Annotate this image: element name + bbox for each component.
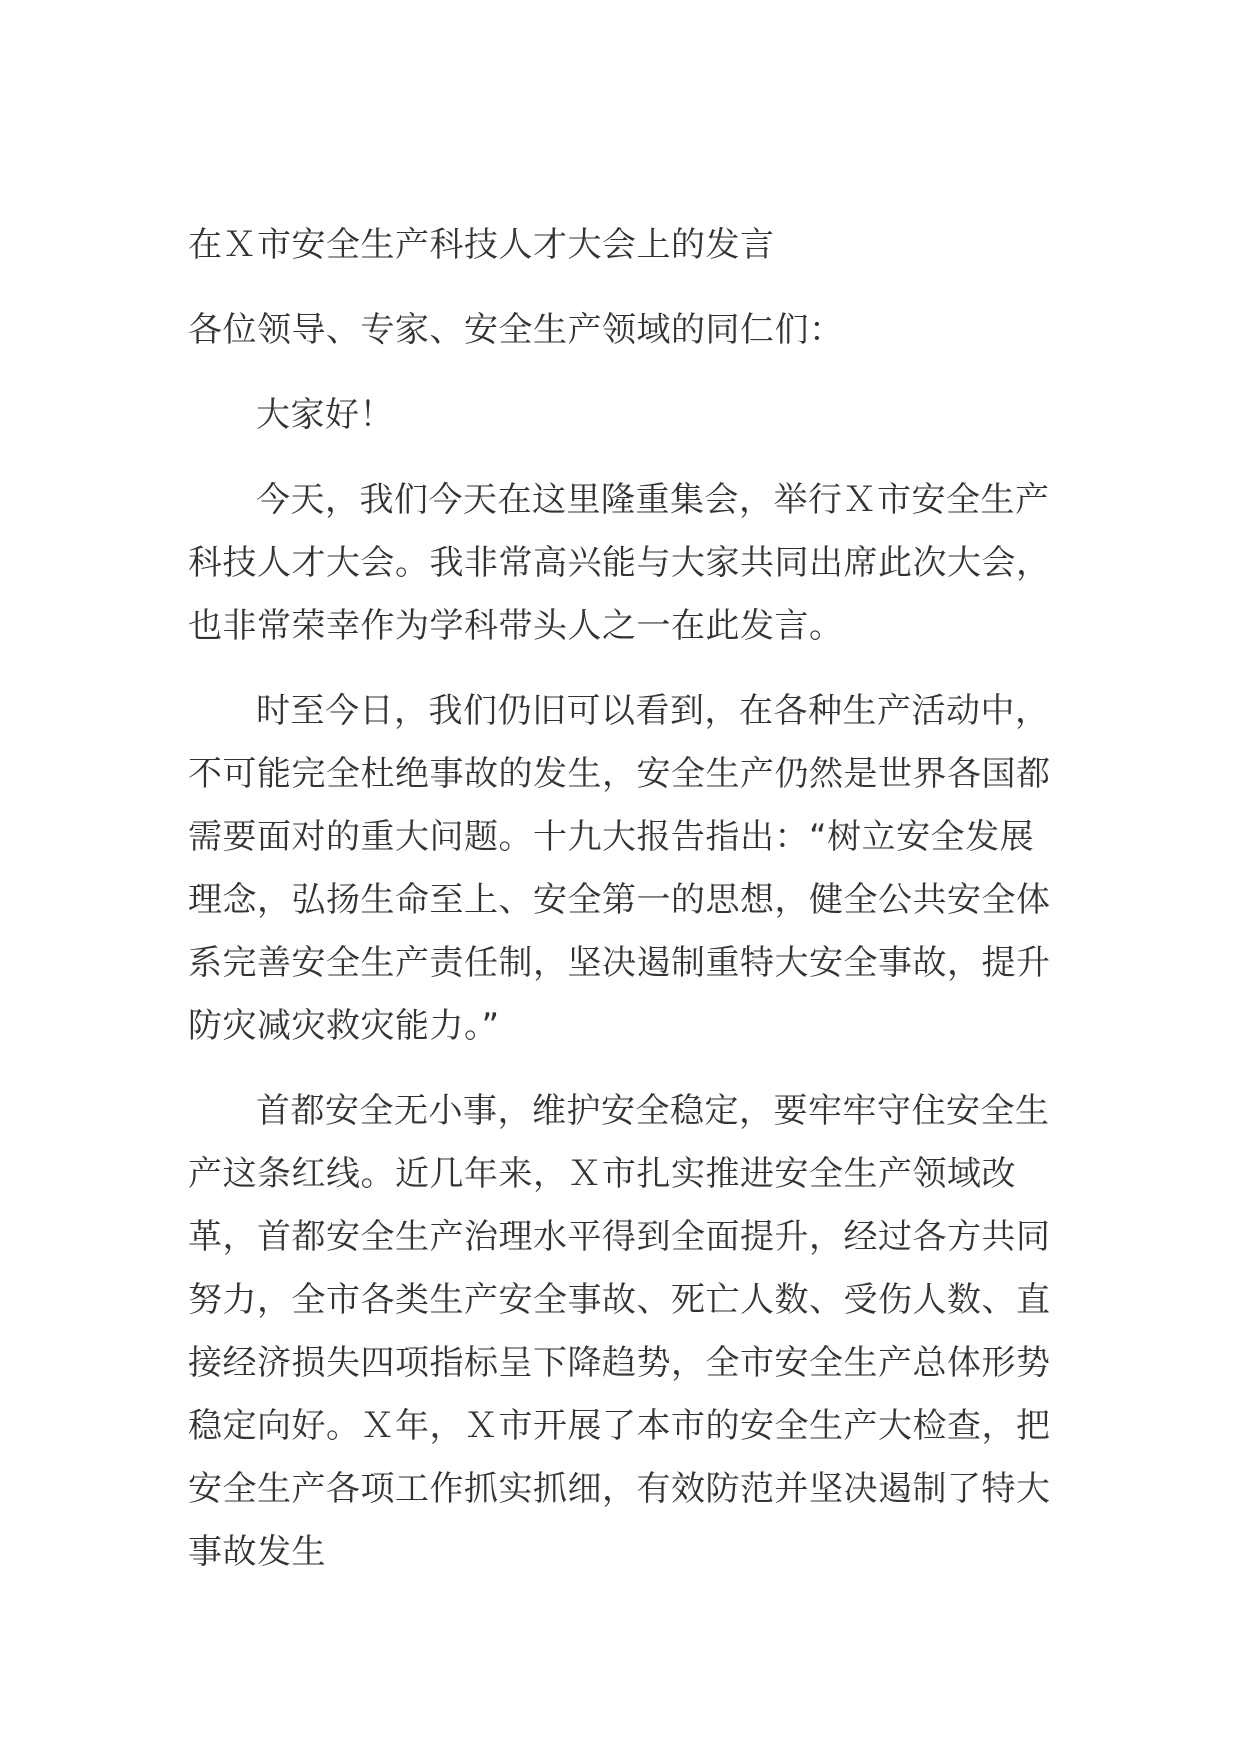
- paragraph-greeting: 大家好！: [256, 395, 394, 435]
- paragraph-opening: 今天，我们今天在这里隆重集会，举行Ｘ市安全生产科技人才大会。我非常高兴能与大家共同出席此次大会，也非常荣幸作为学科带头人之一在此发言。: [188, 480, 1051, 646]
- salutation: 各位领导、专家、安全生产领域的同仁们：: [188, 310, 844, 350]
- document-title: 在Ｘ市安全生产科技人才大会上的发言: [188, 225, 775, 265]
- document-body: [188, 214, 1058, 1606]
- paragraph-capital-safety: 首都安全无小事，维护安全稳定，要牢牢守住安全生产这条红线。近几年来，Ｘ市扎实推进安全生产领域改革，首都安全生产治理水平得到全面提升，经过各方共同努力，全市各类生产安全事故、死亡人数、受伤人数、直接经济损失四项指标呈下降趋势，全市安全生产总体形势稳定向好。Ｘ年，Ｘ市开展了本市的安全生产大检查，把安全生产各项工作抓实抓细，有效防范并坚决遏制了特大事故发生: [188, 1091, 1051, 1572]
- paragraph-safety-issue: 时至今日，我们仍旧可以看到，在各种生产活动中，不可能完全杜绝事故的发生，安全生产仍然是世界各国都需要面对的重大问题。十九大报告指出：“树立安全发展理念，弘扬生命至上、安全第一的思想，健全公共安全体系完善安全生产责任制，坚决遏制重特大安全事故，提升防灾减灾救灾能力。”: [188, 691, 1051, 1046]
